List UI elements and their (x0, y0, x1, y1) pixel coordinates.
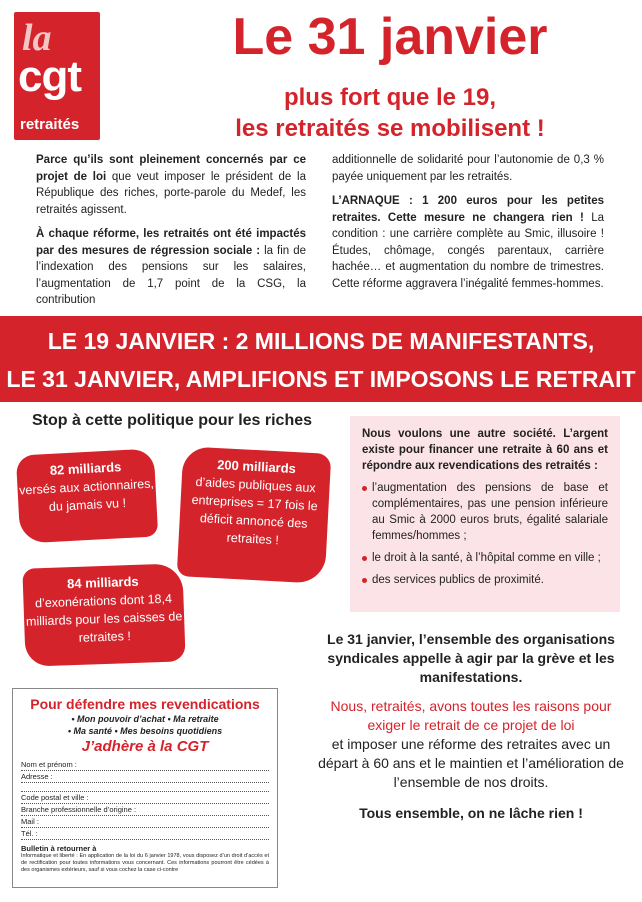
logo-la: la (22, 17, 52, 59)
adresse-field[interactable]: Adresse : (21, 771, 269, 783)
intro-column-left (36, 152, 306, 317)
page-title: Le 31 janvier (232, 8, 548, 66)
slogan: Tous ensemble, on ne lâche rien ! (359, 805, 583, 821)
intro-paragraph-4: L’ARNAQUE : 1 200 euros pour les petites retraites. Cette mesure ne changera rien ! La condition : une carrière complète au Smic, illusoire ! Études, chômage, congés parentaux, carrière hachée… et augmentation du nombre de trimestres. Cette réforme aggravera l’inégalité femmes-hommes. (332, 195, 604, 290)
list-item: l’augmentation des pensions de base et complémentaires, pas une pension inférieure au Smic à 2000 euros bruts, égalité salariale femmes/hommes ; (362, 480, 608, 544)
code-postal-field[interactable]: Code postal et ville : (21, 792, 269, 804)
banner-line-1: LE 19 JANVIER : 2 MILLIONS DE MANIFESTANTS, (47, 328, 595, 354)
bullet-icon (362, 556, 367, 561)
nom-field[interactable]: Nom et prénom : (21, 759, 269, 771)
demands-list (362, 480, 608, 588)
form-legal-notice: Informatique et liberté : En application de la loi du 6 janvier 1978, vous disposez d’un droit d’accès et de rectification pour toutes informations vous concernant. Ces informations pourront être cédées à des organismes extérieurs, sauf si vous cochez la case ci-contre (21, 853, 269, 873)
bullet-icon (362, 486, 367, 491)
bullet-icon (362, 578, 367, 583)
banner-line-2: LE 31 JANVIER, AMPLIFIONS ET IMPOSONS LE RETRAIT ! (6, 366, 636, 430)
branche-field[interactable]: Branche professionnelle d’origine : (21, 804, 269, 816)
stop-heading: Stop à cette politique pour les riches (31, 412, 313, 429)
blob-text: d’aides publiques aux entreprises = 17 fois le déficit annoncé des retraites ! (191, 474, 318, 548)
blob-text: versés aux actionnaires, du jamais vu ! (18, 476, 155, 514)
cgt-logo (14, 12, 100, 140)
logo-retraites: retraités (20, 116, 80, 133)
blob-84-milliards (22, 563, 185, 667)
reform-demand: et imposer une réforme des retraites avec un départ à 60 ans et le maintien et l’amélioration de l’ensemble de nos droits. (318, 736, 624, 790)
tel-field[interactable]: Tél. : (21, 828, 269, 840)
blob-text: d’exonérations dont 18,4 milliards pour les caisses de retraites ! (25, 591, 183, 645)
blob-amount: 84 milliards (66, 573, 139, 592)
list-item: des services publics de proximité. (362, 572, 608, 588)
blob-amount: 82 milliards (49, 459, 122, 478)
adresse-field-line-2[interactable] (21, 783, 269, 792)
blob-amount: 200 milliards (216, 457, 297, 477)
subtitle-line-2: les retraités se mobilisent ! (235, 115, 545, 142)
call-to-action (310, 630, 632, 823)
form-return-label: Bulletin à retourner à (21, 844, 97, 853)
retirees-demand: Nous, retraités, avons toutes les raisons pour exiger le retrait de ce projet de loi (330, 698, 612, 733)
unions-call: Le 31 janvier, l’ensemble des organisations syndicales appelle à agir par la grève et les manifestations. (327, 631, 615, 685)
membership-form (12, 688, 278, 888)
demands-intro: Nous voulons une autre société. L’argent existe pour financer une retraite à 60 ans et répondre aux revendications des retraités : (362, 428, 608, 472)
demands-box (350, 416, 620, 612)
intro-column-right (332, 152, 604, 300)
mail-field[interactable]: Mail : (21, 816, 269, 828)
form-bullets-2: • Ma santé • Mes besoins quotidiens (67, 726, 223, 736)
intro-paragraph-1: Parce qu’ils sont pleinement concernés par ce projet de loi que veut imposer le président de la République des riches, porte-parole du Medef, les retraités agissent. (36, 154, 306, 216)
page-subtitle (170, 82, 610, 144)
logo-cgt: cgt (18, 52, 81, 101)
list-item: le droit à la santé, à l’hôpital comme en ville ; (362, 550, 608, 566)
form-join: J’adhère à la CGT (81, 738, 209, 755)
form-bullets-1: • Mon pouvoir d’achat • Ma retraite (71, 714, 219, 724)
blob-200-milliards (177, 446, 332, 584)
subtitle-line-1: plus fort que le 19, (283, 84, 497, 111)
intro-paragraph-3: additionnelle de solidarité pour l’autonomie de 0,3 % payée uniquement par les retraités. (332, 154, 604, 183)
intro-paragraph-2: À chaque réforme, les retraités ont été impactés par des mesures de régression sociale : la fin de l’indexation des pensions sur les salaires, l’augmentation de 1,7 point de la CSG, la contribution (36, 228, 306, 306)
form-heading: Pour défendre mes revendications (30, 696, 260, 712)
blob-82-milliards (16, 448, 158, 543)
